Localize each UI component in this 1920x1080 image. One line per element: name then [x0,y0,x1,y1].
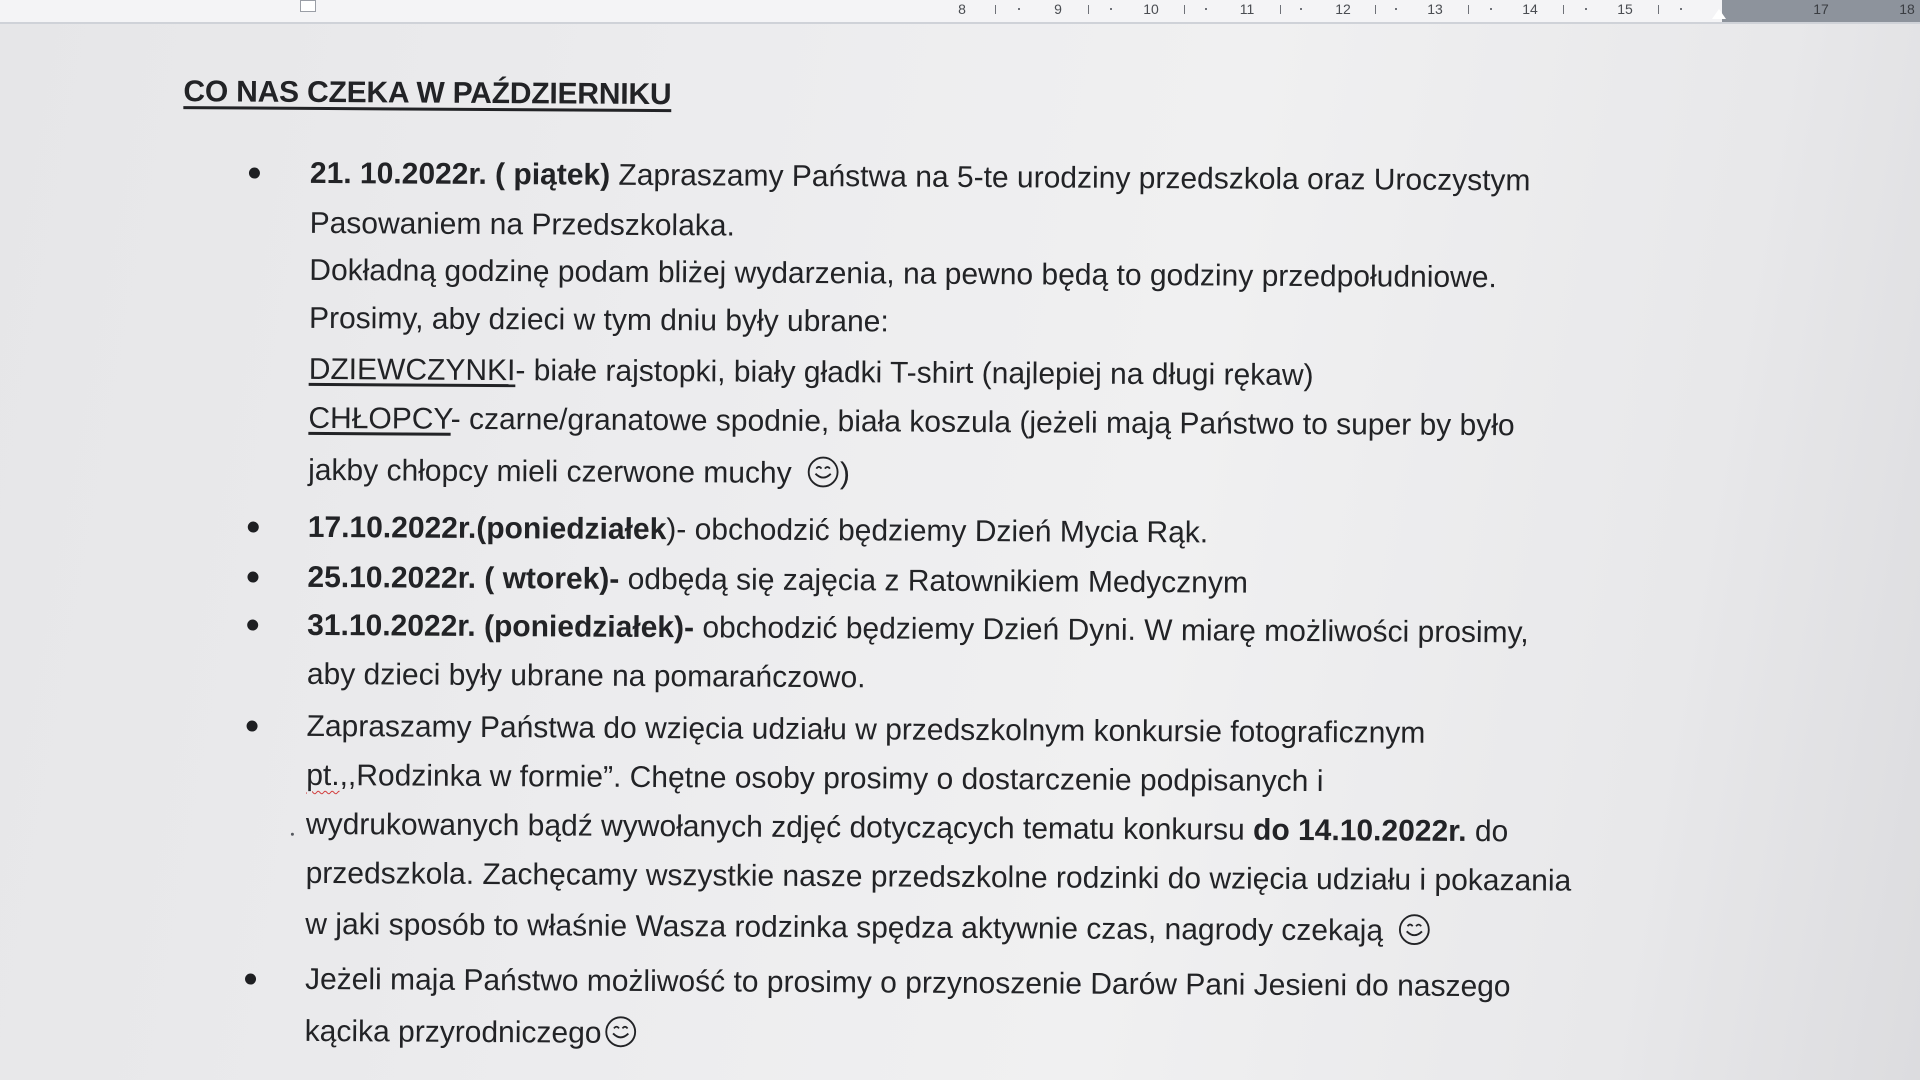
list-item [307,608,1529,651]
list-item-line: aby dzieci były ubrane na pomarańczowo. [306,657,866,695]
list-item: Zapraszamy Państwa do wzięcia udziału w przedszkolnym konkursie fotograficznym [306,709,1426,750]
smiley-face-icon [603,1015,637,1049]
list-item [307,560,1248,602]
ruler-number: 11 [1239,1,1255,17]
bullet-icon [245,974,256,985]
smiley-face-icon [806,455,840,489]
page-title: CO NAS CZEKA W PAŹDZIERNIKU [183,75,672,112]
ruler-number: 15 [1617,1,1633,17]
contest-title: ,,Rodzinka w formie”. Chętne osoby prosimy o dostarczenie podpisanych i [339,759,1324,799]
bullet-icon [248,522,259,533]
list-item [308,510,1209,551]
bullet-icon [247,721,258,732]
ruler-number: 10 [1143,1,1159,17]
boys-label: CHŁOPCY [308,401,451,436]
list-item-line [308,401,1514,444]
list-item-line: Dokładną godzinę podam bliżej wydarzenia, na pewno będą to godziny przedpołudniowe. [309,253,1497,295]
ruler-number: 9 [1054,1,1062,17]
bullet-icon [247,572,258,583]
girls-label: DZIEWCZYNKI [308,352,516,388]
contest-text-end: do [1466,814,1509,849]
event-date: 21. 10.2022r. ( piątek) [309,156,611,192]
bullet-icon [247,620,258,631]
boys-dress-code: - czarne/granatowe spodnie, biała koszula (jeżeli mają Państwo to super by było [450,402,1515,443]
list-item-line [306,807,1509,850]
event-date: 31.10.2022r. (poniedziałek)- [307,608,695,645]
list-item [310,156,1531,199]
contest-text: wydrukowanych bądź wywołanych zdjęć dotyczących tematu konkursu [305,807,1254,847]
bullet-icon [249,168,260,179]
nature-corner-text: kącika przyrodniczego [304,1014,602,1050]
list-item-line: Prosimy, aby dzieci w tym dniu były ubrane: [308,301,889,339]
ruler-number: 13 [1427,1,1443,17]
list-item-line [305,1014,638,1052]
event-text: )- obchodzić będziemy Dzień Mycia Rąk. [666,513,1209,550]
list-item-line [308,453,850,492]
smiley-face-icon [1397,913,1431,947]
event-text: obchodzić będziemy Dzień Dyni. W miarę możliwości prosimy, [693,611,1529,650]
list-item-line [305,907,1431,950]
event-text: odbędą się zajęcia z Ratownikiem Medycznym [619,562,1249,600]
ruler-number: 17 [1813,1,1829,17]
event-date: 25.10.2022r. ( wtorek)- [307,560,620,596]
ruler-number: 12 [1335,1,1351,17]
red-bowtie-note: jakby chłopcy mieli czerwone muchy [308,453,801,490]
event-text: Zapraszamy Państwa na 5-te urodziny przedszkola oraz Uroczystym [610,158,1531,198]
list-item: Jeżeli maja Państwo możliwość to prosimy o przynoszenie Darów Pani Jesieni do naszego [304,962,1511,1004]
list-item-line: przedszkola. Zachęcamy wszystkie nasze przedszkolne rodzinki do wzięcia udziału i pokazania [305,856,1572,898]
ruler-number: 14 [1522,1,1538,17]
girls-dress-code: - białe rajstopki, biały gładki T-shirt (najlepiej na długi rękaw) [515,354,1314,393]
stray-mark [291,833,294,836]
closing-paren: ) [839,457,851,491]
list-item-line [309,352,1314,394]
list-item-line: Pasowaniem na Przedszkolaka. [309,206,735,243]
event-date: 17.10.2022r.(poniedziałek [307,510,667,547]
prizes-text: w jaki sposób to właśnie Wasza rodzinka spędza aktywnie czas, nagrody czekają [305,907,1392,948]
ruler-number: 8 [958,1,966,17]
ruler-number: 18 [1899,1,1915,17]
deadline-date: do 14.10.2022r. [1252,813,1467,848]
spelling-flag[interactable]: pt. [306,758,340,793]
list-item-line [306,758,1323,800]
